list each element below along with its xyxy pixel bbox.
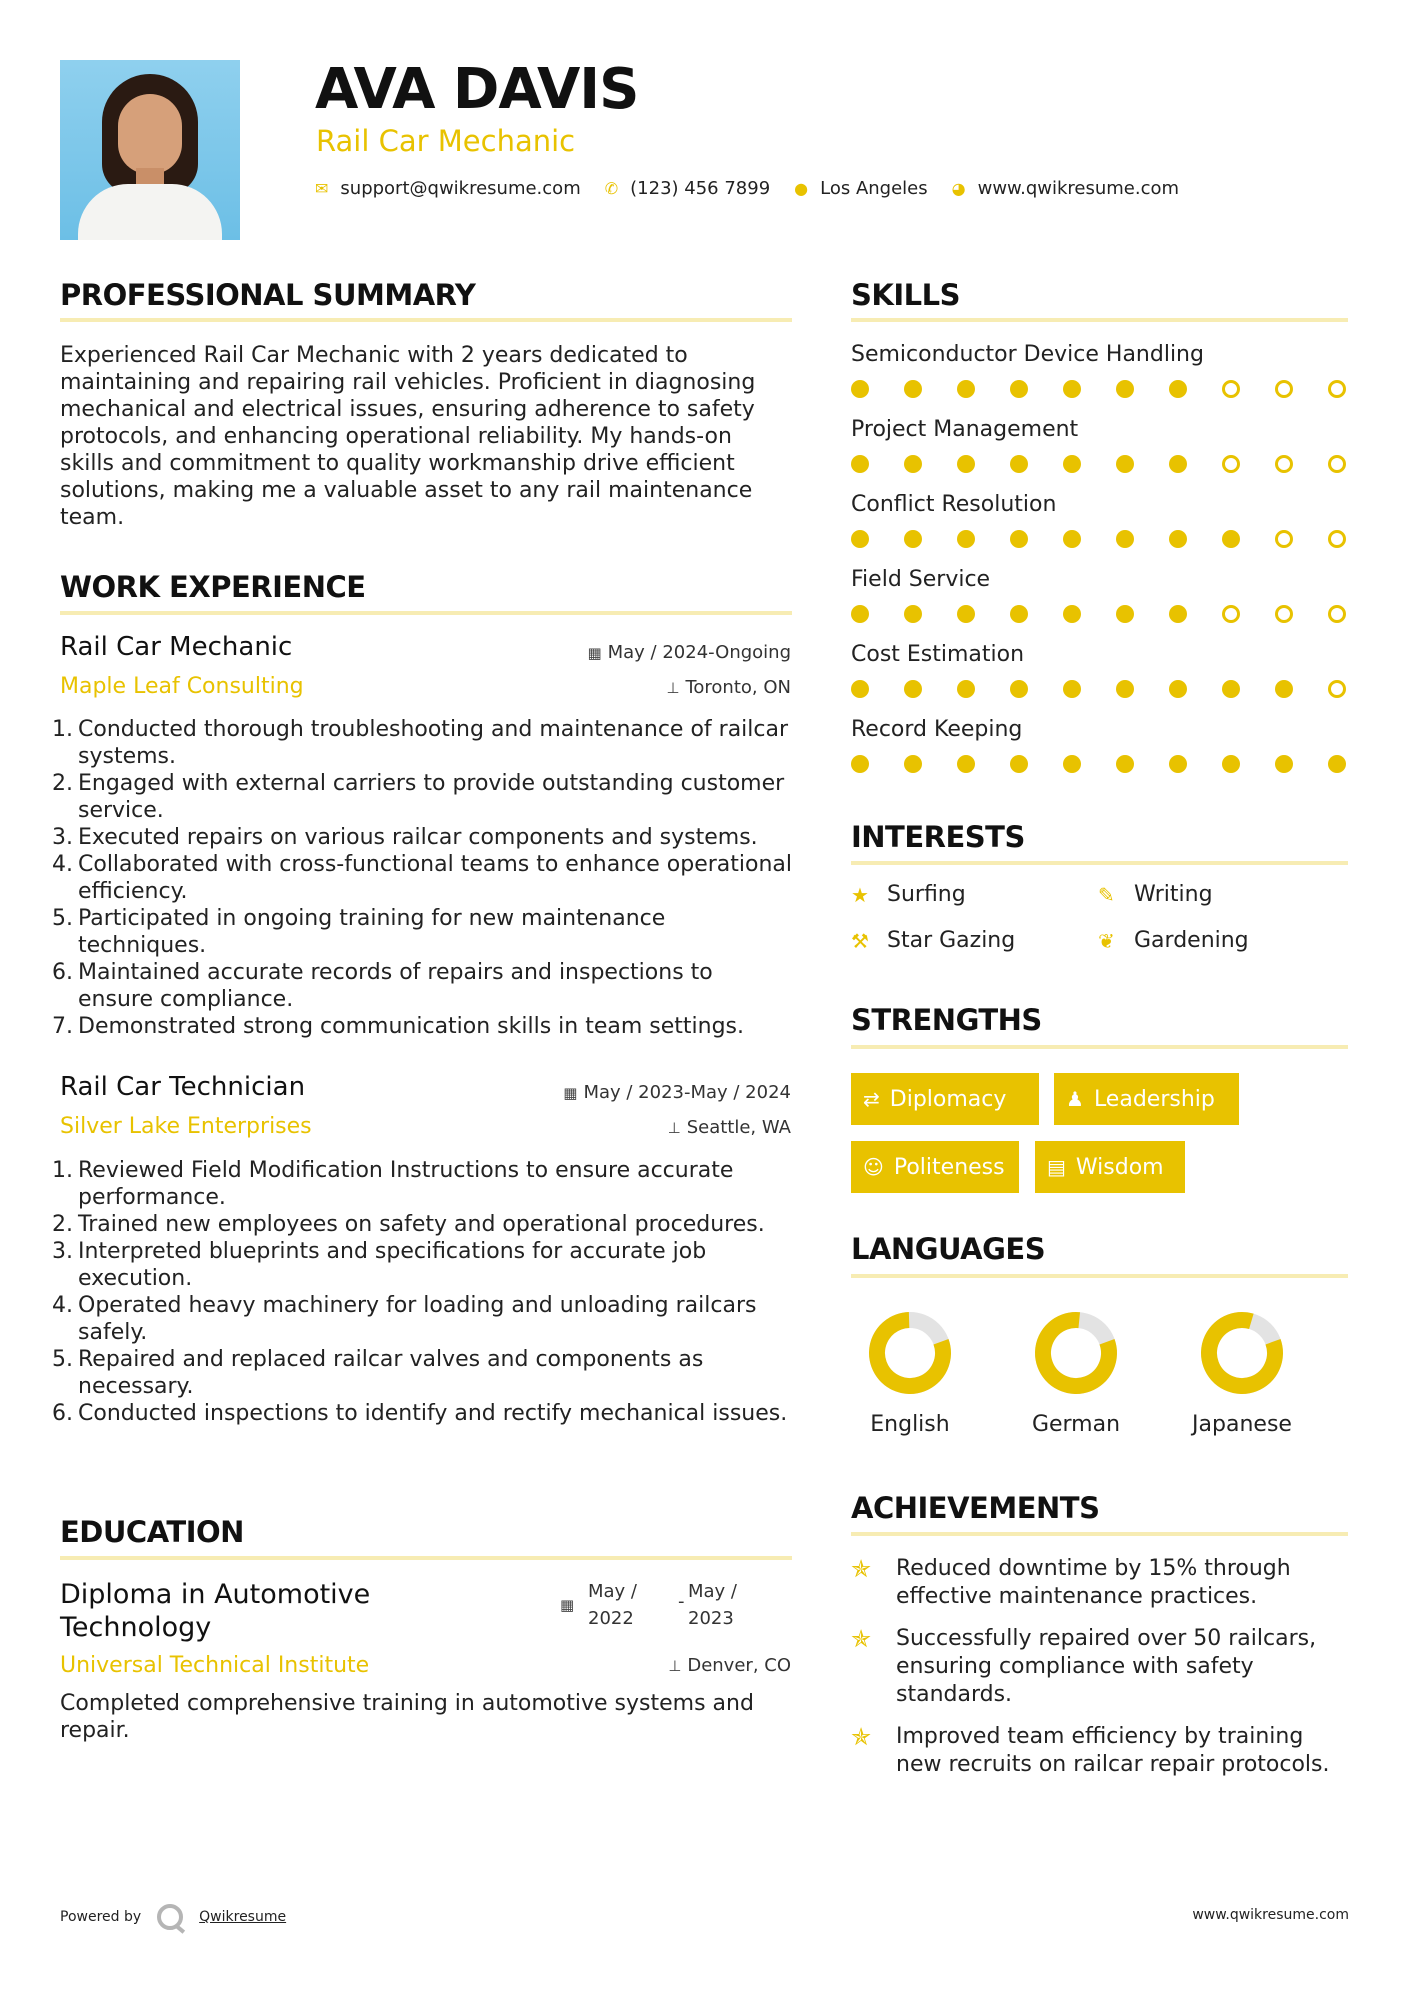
brand-link[interactable]: Qwikresume — [199, 1909, 287, 1925]
phone-icon: ✆ — [604, 179, 619, 198]
school-name: Universal Technical Institute — [60, 1653, 370, 1678]
rating-dot-filled — [1116, 680, 1134, 698]
job-title: Rail Car Mechanic — [60, 632, 293, 662]
language-level-ring — [1033, 1310, 1119, 1396]
skill-rating — [851, 755, 1351, 775]
rating-dot-filled — [1169, 530, 1187, 548]
bullet-item: 4. Collaborated with cross-functional teams to enhance operational efficiency. — [52, 852, 793, 904]
rating-dot-filled — [904, 380, 922, 398]
calendar-icon: ▦ — [563, 1084, 578, 1102]
book-icon: ▤ — [1047, 1155, 1066, 1179]
qwikresume-logo-icon — [157, 1904, 183, 1930]
work-divider — [60, 611, 792, 615]
rating-dot-filled — [957, 530, 975, 548]
footer-branding: Powered by Qwikresume — [60, 1904, 286, 1930]
interest-item: ✎ Writing — [1098, 882, 1213, 907]
rating-dot-filled — [957, 755, 975, 773]
rating-dot-empty — [1275, 380, 1293, 398]
handshake-icon: ⇄ — [863, 1087, 880, 1111]
language-level-ring — [1199, 1310, 1285, 1396]
skill-rating — [851, 605, 1351, 625]
calendar-icon: ▦ — [587, 644, 602, 662]
rating-dot-filled — [851, 380, 869, 398]
bullet-item: 2. Trained new employees on safety and operational procedures. — [52, 1212, 765, 1237]
users-icon: ♟ — [1066, 1087, 1084, 1111]
award-star-icon: ✯ — [851, 1723, 872, 1751]
strength-badge: ▤ Wisdom — [1035, 1141, 1185, 1193]
rating-dot-filled — [957, 680, 975, 698]
rating-dot-filled — [1222, 530, 1240, 548]
summary-heading: PROFESSIONAL SUMMARY — [60, 278, 476, 312]
award-star-icon: ✯ — [851, 1555, 872, 1583]
achievement-item: ✯ Reduced downtime by 15% through effective maintenance practices. — [851, 1555, 1291, 1609]
job-bullets — [52, 1157, 792, 1427]
interest-item: ❦ Gardening — [1098, 928, 1249, 953]
work-heading: WORK EXPERIENCE — [60, 570, 366, 604]
rating-dot-filled — [1275, 680, 1293, 698]
bullet-item: 5. Repaired and replaced railcar valves and components as necessary. — [52, 1347, 704, 1399]
pencil-icon: ✎ — [1098, 882, 1115, 907]
rating-dot-filled — [1169, 380, 1187, 398]
bullet-item: 1. Reviewed Field Modification Instructions to ensure accurate performance. — [52, 1158, 734, 1210]
contact-email[interactable]: ✉ support@qwikresume.com — [315, 178, 581, 199]
language-item — [1016, 1310, 1136, 1437]
globe-icon: ◕ — [951, 179, 966, 198]
job-location: ⊥ Seattle, WA — [667, 1117, 791, 1138]
bullet-item: 6. Maintained accurate records of repairs and inspections to ensure compliance. — [52, 960, 713, 1012]
contact-website[interactable]: ◕ www.qwikresume.com — [951, 178, 1180, 199]
rating-dot-filled — [1063, 380, 1081, 398]
rating-dot-empty — [1275, 530, 1293, 548]
education-divider — [60, 1556, 792, 1560]
rating-dot-filled — [851, 755, 869, 773]
strength-badge: ♟ Leadership — [1054, 1073, 1239, 1125]
rating-dot-filled — [1169, 605, 1187, 623]
rating-dot-filled — [1169, 755, 1187, 773]
strength-badge: ☺ Politeness — [851, 1141, 1019, 1193]
languages-heading: LANGUAGES — [851, 1232, 1046, 1266]
rating-dot-filled — [851, 680, 869, 698]
rating-dot-filled — [1116, 530, 1134, 548]
bullet-item: 6. Conducted inspections to identify and rectify mechanical issues. — [52, 1401, 788, 1426]
languages-divider — [851, 1274, 1348, 1278]
rating-dot-filled — [957, 455, 975, 473]
education-heading: EDUCATION — [60, 1515, 244, 1549]
skill-name: Field Service — [851, 567, 991, 592]
rating-dot-filled — [904, 680, 922, 698]
contact-bar — [315, 178, 1203, 199]
skills-heading: SKILLS — [851, 278, 960, 312]
job-dates: ▦ May / 2023-May / 2024 — [563, 1082, 791, 1103]
language-name: English — [870, 1412, 950, 1437]
ring-fill — [1034, 1311, 1119, 1396]
rating-dot-filled — [904, 605, 922, 623]
rating-dot-filled — [1010, 530, 1028, 548]
summary-divider — [60, 318, 792, 322]
rating-dot-filled — [1169, 680, 1187, 698]
rating-dot-empty — [1275, 605, 1293, 623]
skill-rating — [851, 680, 1351, 700]
profile-photo — [60, 60, 240, 240]
rating-dot-filled — [1010, 380, 1028, 398]
bullet-item: 2. Engaged with external carriers to provide outstanding customer service. — [52, 771, 785, 823]
rating-dot-filled — [1063, 530, 1081, 548]
rating-dot-filled — [1116, 455, 1134, 473]
rating-dot-empty — [1275, 455, 1293, 473]
skill-rating — [851, 530, 1351, 550]
leaf-icon: ❦ — [1098, 928, 1115, 953]
bullet-item: 3. Executed repairs on various railcar components and systems. — [52, 825, 758, 850]
rating-dot-filled — [1010, 755, 1028, 773]
rating-dot-filled — [904, 755, 922, 773]
ring-fill — [1200, 1311, 1285, 1396]
candidate-title: Rail Car Mechanic — [316, 124, 576, 158]
skills-divider — [851, 318, 1348, 322]
achievement-item: ✯ Successfully repaired over 50 railcars, ensuring compliance with safety standards. — [851, 1625, 1317, 1707]
rating-dot-filled — [1063, 680, 1081, 698]
pushpin-icon: ⊥ — [668, 1657, 682, 1675]
rating-dot-filled — [1116, 755, 1134, 773]
contact-location: ● Los Angeles — [794, 178, 928, 199]
rating-dot-filled — [1063, 605, 1081, 623]
rating-dot-filled — [1328, 755, 1346, 773]
rating-dot-filled — [1169, 455, 1187, 473]
achievements-heading: ACHIEVEMENTS — [851, 1491, 1100, 1525]
rating-dot-filled — [1222, 680, 1240, 698]
language-level-ring — [867, 1310, 953, 1396]
rating-dot-filled — [1116, 605, 1134, 623]
interests-heading: INTERESTS — [851, 820, 1025, 854]
skill-name: Project Management — [851, 417, 1079, 442]
achievement-item: ✯ Improved team efficiency by training new recruits on railcar repair protocols. — [851, 1723, 1330, 1777]
achievements-divider — [851, 1532, 1348, 1536]
footer-website[interactable]: www.qwikresume.com — [1192, 1907, 1349, 1923]
rating-dot-filled — [1116, 380, 1134, 398]
star-icon: ★ — [851, 882, 869, 907]
rating-dot-filled — [957, 605, 975, 623]
bullet-item: 3. Interpreted blueprints and specifications for accurate job execution. — [52, 1239, 707, 1291]
interest-item: ⚒ Star Gazing — [851, 928, 1016, 953]
rating-dot-empty — [1328, 605, 1346, 623]
bullet-item: 4. Operated heavy machinery for loading and unloading railcars safely. — [52, 1293, 757, 1345]
rating-dot-empty — [1328, 380, 1346, 398]
language-item — [850, 1310, 970, 1437]
job-title: Rail Car Technician — [60, 1072, 306, 1102]
contact-phone[interactable]: ✆ (123) 456 7899 — [604, 178, 771, 199]
language-name: Japanese — [1192, 1412, 1292, 1437]
rating-dot-filled — [1010, 605, 1028, 623]
calendar-icon: ▦ — [560, 1596, 575, 1614]
pushpin-icon: ⊥ — [667, 1119, 681, 1137]
strength-badge: ⇄ Diplomacy — [851, 1073, 1039, 1125]
rating-dot-filled — [851, 455, 869, 473]
bullet-item: 1. Conducted thorough troubleshooting and maintenance of railcar systems. — [52, 717, 789, 769]
strengths-divider — [851, 1045, 1348, 1049]
rating-dot-empty — [1222, 605, 1240, 623]
rating-dot-filled — [1010, 680, 1028, 698]
job-location: ⊥ Toronto, ON — [666, 677, 791, 698]
education-dates: ▦ May / 2022 - May / 2023 — [560, 1578, 778, 1632]
rating-dot-filled — [904, 530, 922, 548]
candidate-name: AVA DAVIS — [315, 57, 639, 122]
rating-dot-empty — [1328, 680, 1346, 698]
language-item — [1182, 1310, 1302, 1437]
degree-title: Diploma in Automotive Technology — [60, 1579, 371, 1643]
smile-icon: ☺ — [863, 1155, 884, 1179]
interest-item: ★ Surfing — [851, 882, 966, 907]
rating-dot-filled — [851, 605, 869, 623]
language-name: German — [1031, 1412, 1121, 1437]
bullet-item: 7. Demonstrated strong communication skills in team settings. — [52, 1014, 745, 1039]
skill-name: Conflict Resolution — [851, 492, 1057, 517]
school-location: ⊥ Denver, CO — [668, 1655, 791, 1676]
rating-dot-empty — [1328, 455, 1346, 473]
rating-dot-filled — [1010, 455, 1028, 473]
rating-dot-filled — [851, 530, 869, 548]
pushpin-icon: ⊥ — [666, 679, 680, 697]
rating-dot-filled — [1275, 755, 1293, 773]
skill-name: Cost Estimation — [851, 642, 1025, 667]
rating-dot-empty — [1222, 455, 1240, 473]
job-company: Silver Lake Enterprises — [60, 1114, 312, 1139]
map-pin-icon: ● — [794, 179, 809, 198]
rating-dot-filled — [1222, 755, 1240, 773]
skill-rating — [851, 380, 1351, 400]
skill-name: Semiconductor Device Handling — [851, 342, 1204, 367]
skill-rating — [851, 455, 1351, 475]
rating-dot-filled — [957, 380, 975, 398]
hammer-icon: ⚒ — [851, 928, 869, 953]
job-dates: ▦ May / 2024-Ongoing — [587, 642, 791, 663]
education-description: Completed comprehensive training in automotive systems and repair. — [60, 1691, 754, 1743]
rating-dot-filled — [1063, 455, 1081, 473]
summary-text: Experienced Rail Car Mechanic with 2 years dedicated to maintaining and repairing rail vehicles. Proficient in diagnosing mechanical and electrical issues, ensuring adherence to safety protocols, and enhancing operational reliability. My hands-on skills and commitment to quality workmanship drive efficient solutions, making me a valuable asset to any rail maintenance team. — [60, 343, 756, 530]
rating-dot-empty — [1328, 530, 1346, 548]
rating-dot-filled — [904, 455, 922, 473]
envelope-icon: ✉ — [315, 179, 329, 198]
interests-divider — [851, 861, 1348, 865]
bullet-item: 5. Participated in ongoing training for new maintenance techniques. — [52, 906, 666, 958]
strengths-heading: STRENGTHS — [851, 1003, 1042, 1037]
rating-dot-filled — [1063, 755, 1081, 773]
award-star-icon: ✯ — [851, 1625, 872, 1653]
job-bullets — [52, 716, 792, 1040]
job-company: Maple Leaf Consulting — [60, 674, 304, 699]
skill-name: Record Keeping — [851, 717, 1023, 742]
rating-dot-empty — [1222, 380, 1240, 398]
